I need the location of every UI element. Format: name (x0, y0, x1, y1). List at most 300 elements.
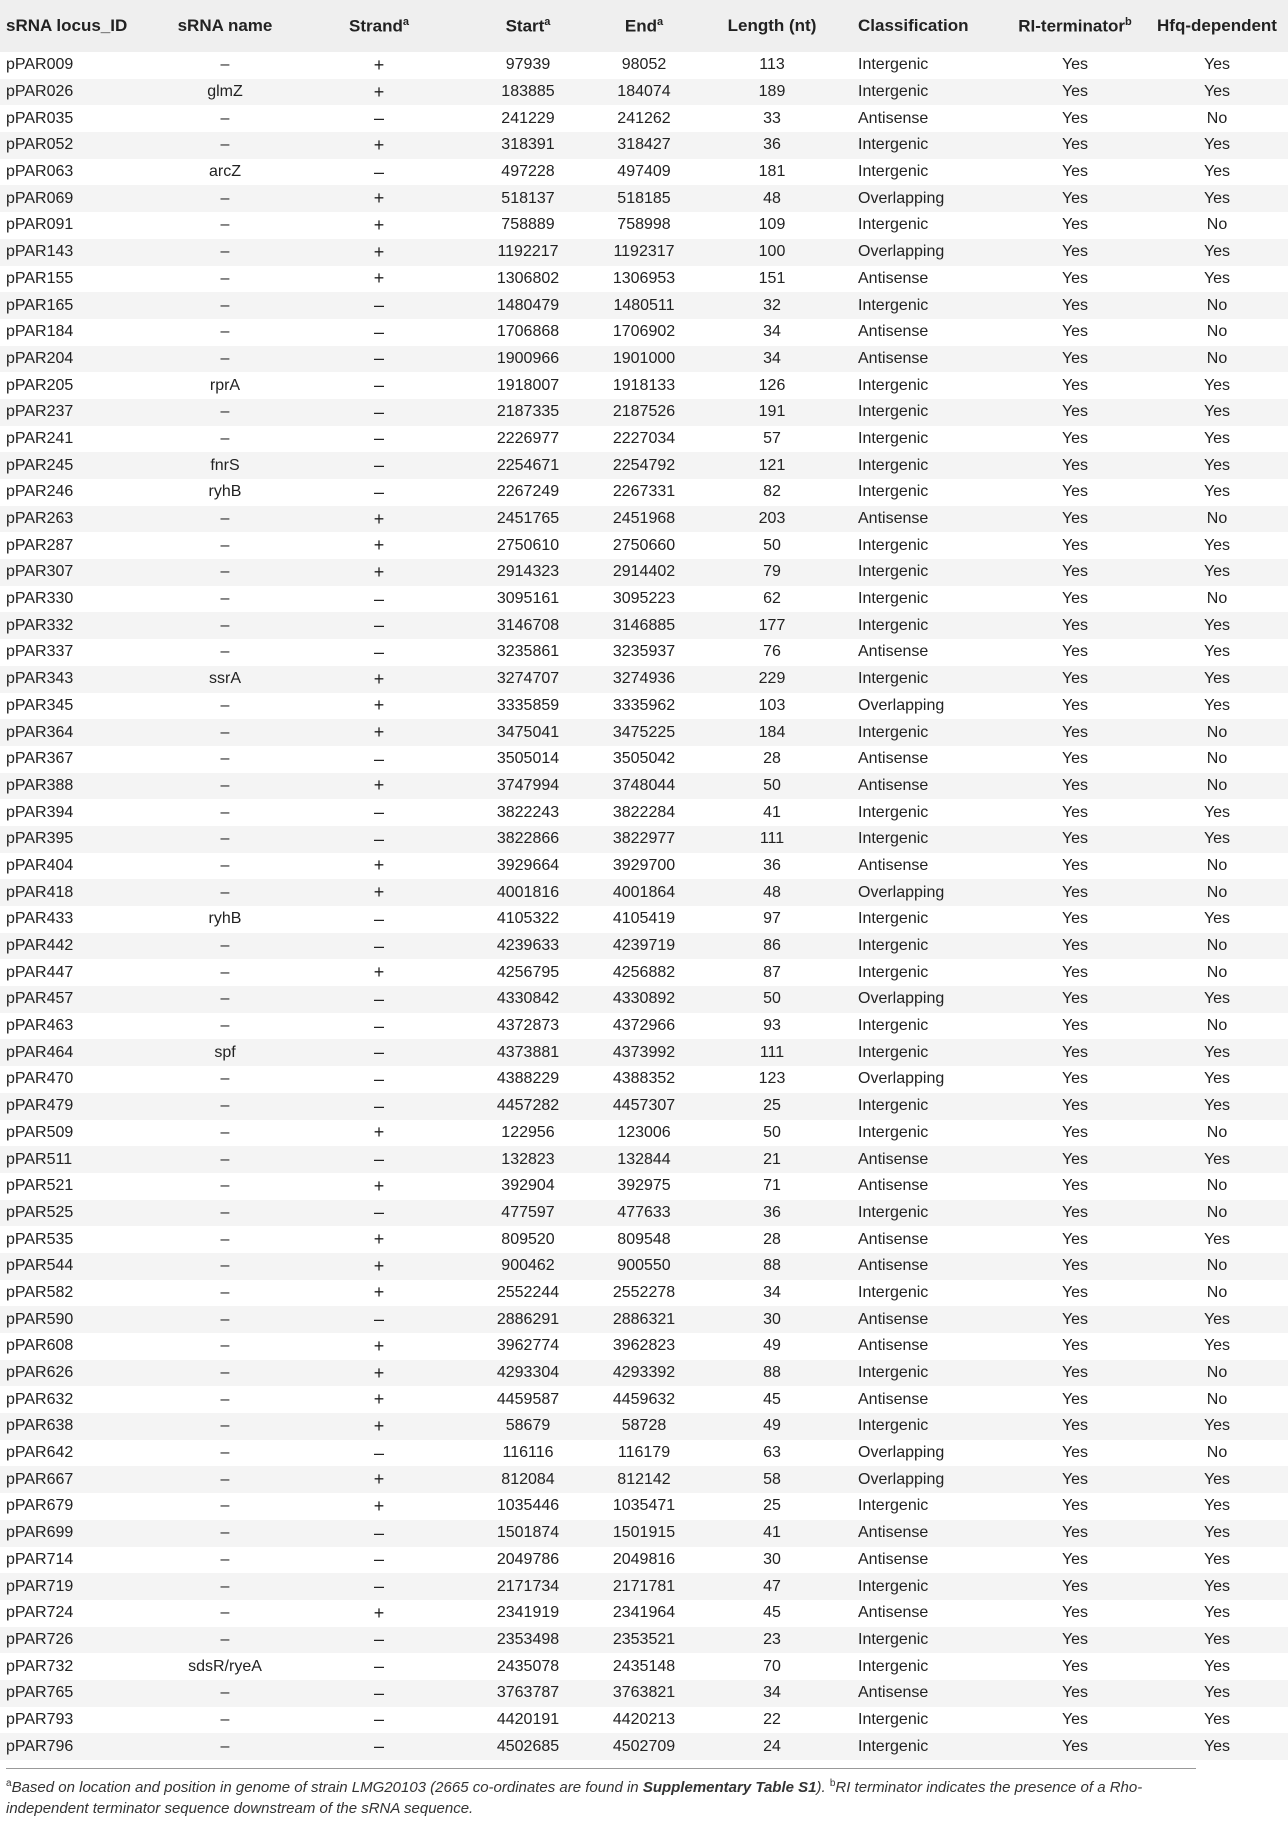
end-cell: 2750660 (612, 536, 676, 554)
length-cell: 50 (763, 536, 781, 554)
start-cell: 2341919 (496, 1604, 560, 1622)
start-cell: 3747994 (496, 776, 560, 794)
classification-cell: Intergenic (858, 136, 929, 154)
strand-cell: + (373, 1282, 385, 1303)
end-cell: 98052 (621, 56, 667, 74)
footnote-b-text: RI terminator indicates the presence of a Rho-independent terminator sequence downstream of the sRNA sequence. (6, 1779, 1143, 1817)
strand-cell: – (373, 428, 384, 449)
table-row (0, 1013, 1288, 1040)
start-cell: 758889 (501, 216, 555, 234)
strand-cell: – (373, 1149, 384, 1170)
length-cell: 189 (758, 83, 786, 101)
hfq-dependent-cell: Yes (1203, 1150, 1231, 1168)
hfq-dependent-cell: Yes (1203, 830, 1231, 848)
start-cell: 477597 (501, 1203, 555, 1221)
classification-cell: Intergenic (858, 830, 929, 848)
srna-name-cell: – (220, 1444, 230, 1462)
hfq-dependent-cell: Yes (1203, 1657, 1231, 1675)
classification-cell: Intergenic (858, 403, 929, 421)
locus-id-cell: pPAR793 (6, 1710, 74, 1728)
length-cell: 100 (758, 243, 786, 261)
length-cell: 97 (763, 910, 781, 928)
srna-name-cell: glmZ (207, 83, 243, 101)
start-cell: 3822866 (496, 830, 560, 848)
table-row (0, 773, 1288, 800)
end-cell: 4457307 (612, 1097, 676, 1115)
start-cell: 1035446 (496, 1497, 560, 1515)
start-cell: 4256795 (496, 963, 560, 981)
locus-id-cell: pPAR143 (6, 243, 74, 261)
hfq-dependent-cell: Yes (1203, 1497, 1231, 1515)
footnote-marker-a: a (656, 15, 664, 28)
strand-cell: + (373, 535, 385, 556)
srna-name-cell: – (220, 109, 230, 127)
classification-cell: Intergenic (858, 1657, 929, 1675)
start-cell: 812084 (501, 1470, 555, 1488)
hfq-dependent-cell: Yes (1203, 1417, 1231, 1435)
classification-cell: Intergenic (858, 1364, 929, 1382)
start-cell: 2267249 (496, 483, 560, 501)
table-row (0, 666, 1288, 693)
start-cell: 318391 (501, 136, 555, 154)
classification-cell: Antisense (858, 269, 929, 287)
ri-terminator-cell: Yes (1061, 1470, 1089, 1488)
locus-id-cell: pPAR205 (6, 376, 74, 394)
length-cell: 126 (758, 376, 786, 394)
srna-name-cell: – (220, 323, 230, 341)
locus-id-cell: pPAR544 (6, 1257, 74, 1275)
classification-cell: Antisense (858, 1684, 929, 1702)
classification-cell: Intergenic (858, 376, 929, 394)
hfq-dependent-cell: No (1206, 750, 1228, 768)
strand-cell: + (373, 508, 385, 529)
strand-cell: – (373, 615, 384, 636)
end-cell: 4388352 (612, 1070, 676, 1088)
length-cell: 50 (763, 990, 781, 1008)
start-cell: 3822243 (496, 803, 560, 821)
locus-id-cell: pPAR063 (6, 163, 74, 181)
locus-id-cell: pPAR246 (6, 483, 74, 501)
classification-cell: Intergenic (858, 83, 929, 101)
end-cell: 1901000 (612, 349, 676, 367)
hfq-dependent-cell: Yes (1203, 1737, 1231, 1755)
length-cell: 36 (763, 136, 781, 154)
ri-terminator-cell: Yes (1061, 56, 1089, 74)
srna-name-cell: ssrA (209, 670, 241, 688)
header-hfq-dependent: Hfq-dependent (1157, 16, 1277, 35)
end-cell: 1306953 (612, 269, 676, 287)
ri-terminator-cell: Yes (1061, 830, 1089, 848)
classification-cell: Antisense (858, 750, 929, 768)
length-cell: 76 (763, 643, 781, 661)
hfq-dependent-cell: No (1206, 590, 1228, 608)
strand-cell: – (373, 375, 384, 396)
classification-cell: Antisense (858, 1604, 929, 1622)
start-cell: 2914323 (496, 563, 560, 581)
hfq-dependent-cell: Yes (1203, 803, 1231, 821)
start-cell: 1918007 (496, 376, 560, 394)
strand-cell: + (373, 855, 385, 876)
srna-name-cell: – (220, 1417, 230, 1435)
start-cell: 1480479 (496, 296, 560, 314)
ri-terminator-cell: Yes (1061, 590, 1089, 608)
end-cell: 518185 (617, 189, 671, 207)
classification-cell: Intergenic (858, 963, 929, 981)
end-cell: 812142 (617, 1470, 671, 1488)
ri-terminator-cell: Yes (1061, 1257, 1089, 1275)
table-row (0, 639, 1288, 666)
length-cell: 41 (763, 1524, 781, 1542)
table-row (0, 719, 1288, 746)
table-row (0, 1466, 1288, 1493)
start-cell: 4502685 (496, 1737, 560, 1755)
strand-cell: – (373, 1709, 384, 1730)
end-cell: 477633 (617, 1203, 671, 1221)
classification-cell: Intergenic (858, 1203, 929, 1221)
start-cell: 2886291 (496, 1310, 560, 1328)
ri-terminator-cell: Yes (1061, 1017, 1089, 1035)
ri-terminator-cell: Yes (1061, 1070, 1089, 1088)
start-cell: 2435078 (496, 1657, 560, 1675)
table-row (0, 1440, 1288, 1467)
strand-cell: + (373, 695, 385, 716)
strand-cell: – (373, 988, 384, 1009)
table-row (0, 986, 1288, 1013)
ri-terminator-cell: Yes (1061, 1310, 1089, 1328)
start-cell: 1192217 (497, 243, 559, 261)
classification-cell: Antisense (858, 776, 929, 794)
srna-name-cell: – (220, 1337, 230, 1355)
strand-cell: – (373, 908, 384, 929)
srna-name-cell: – (220, 1150, 230, 1168)
srna-name-cell: – (220, 750, 230, 768)
srna-name-cell: sdsR/ryeA (188, 1657, 262, 1675)
table-row (0, 266, 1288, 293)
classification-cell: Intergenic (858, 163, 929, 181)
classification-cell: Overlapping (858, 1444, 945, 1462)
srna-name-cell: – (220, 1524, 230, 1542)
table-row (0, 1226, 1288, 1253)
classification-cell: Intergenic (858, 1043, 929, 1061)
locus-id-cell: pPAR009 (6, 56, 74, 74)
length-cell: 121 (758, 456, 786, 474)
ri-terminator-cell: Yes (1061, 483, 1089, 501)
strand-cell: – (373, 1682, 384, 1703)
strand-cell: – (373, 1522, 384, 1543)
hfq-dependent-cell: Yes (1203, 1070, 1231, 1088)
end-cell: 1192317 (613, 243, 675, 261)
start-cell: 3929664 (496, 856, 560, 874)
classification-cell: Overlapping (858, 883, 945, 901)
ri-terminator-cell: Yes (1061, 243, 1089, 261)
strand-cell: – (373, 748, 384, 769)
locus-id-cell: pPAR632 (6, 1390, 74, 1408)
strand-cell: + (373, 775, 385, 796)
locus-id-cell: pPAR237 (6, 403, 74, 421)
hfq-dependent-cell: Yes (1203, 456, 1231, 474)
table-row (0, 879, 1288, 906)
hfq-dependent-cell: Yes (1203, 910, 1231, 928)
hfq-dependent-cell: No (1206, 1390, 1228, 1408)
table-row (0, 1707, 1288, 1734)
ri-terminator-cell: Yes (1061, 803, 1089, 821)
strand-cell: – (373, 108, 384, 129)
hfq-dependent-cell: Yes (1203, 616, 1231, 634)
end-cell: 2435148 (612, 1657, 676, 1675)
hfq-dependent-cell: Yes (1203, 1710, 1231, 1728)
classification-cell: Intergenic (858, 1123, 929, 1141)
srna-name-cell: – (220, 1470, 230, 1488)
srna-name-cell: – (220, 243, 230, 261)
start-cell: 4372873 (496, 1017, 560, 1035)
end-cell: 2353521 (612, 1630, 676, 1648)
end-cell: 2187526 (612, 403, 676, 421)
start-cell: 3475041 (496, 723, 560, 741)
strand-cell: + (373, 214, 385, 235)
hfq-dependent-cell: Yes (1203, 670, 1231, 688)
locus-id-cell: pPAR069 (6, 189, 74, 207)
end-cell: 241262 (617, 109, 671, 127)
table-row (0, 105, 1288, 132)
end-cell: 3822977 (612, 830, 676, 848)
table-row (0, 1360, 1288, 1387)
hfq-dependent-cell: Yes (1203, 1043, 1231, 1061)
table-row (0, 52, 1288, 79)
end-cell: 4372966 (612, 1017, 676, 1035)
locus-id-cell: pPAR287 (6, 536, 74, 554)
table-row (0, 826, 1288, 853)
ri-terminator-cell: Yes (1061, 1097, 1089, 1115)
table-row (0, 1333, 1288, 1360)
header-row (0, 0, 1288, 52)
classification-cell: Intergenic (858, 216, 929, 234)
classification-cell: Intergenic (858, 456, 929, 474)
table-row (0, 372, 1288, 399)
ri-terminator-cell: Yes (1061, 323, 1089, 341)
locus-id-cell: pPAR052 (6, 136, 74, 154)
end-cell: 1918133 (612, 376, 676, 394)
hfq-dependent-cell: Yes (1203, 1097, 1231, 1115)
srna-name-cell: – (220, 1604, 230, 1622)
header-start: Start$^a$ (505, 15, 551, 36)
srna-name-cell: – (220, 536, 230, 554)
table-row (0, 1520, 1288, 1547)
hfq-dependent-cell: No (1206, 323, 1228, 341)
locus-id-cell: pPAR367 (6, 750, 74, 768)
table-row (0, 1306, 1288, 1333)
ri-terminator-cell: Yes (1061, 1524, 1089, 1542)
hfq-dependent-cell: No (1206, 1364, 1228, 1382)
table-row (0, 1627, 1288, 1654)
classification-cell: Overlapping (858, 1070, 945, 1088)
locus-id-cell: pPAR608 (6, 1337, 74, 1355)
ri-terminator-cell: Yes (1061, 216, 1089, 234)
strand-cell: – (373, 295, 384, 316)
srna-name-cell: – (220, 349, 230, 367)
table-row (0, 1573, 1288, 1600)
ri-terminator-cell: Yes (1061, 1684, 1089, 1702)
classification-cell: Antisense (858, 643, 929, 661)
strand-cell: + (373, 668, 385, 689)
start-cell: 2254671 (496, 456, 560, 474)
header-length: Length (nt) (727, 16, 817, 35)
length-cell: 177 (758, 616, 786, 634)
locus-id-cell: pPAR241 (6, 429, 74, 447)
length-cell: 88 (763, 1257, 781, 1275)
classification-cell: Intergenic (858, 616, 929, 634)
classification-cell: Antisense (858, 1150, 929, 1168)
length-cell: 22 (763, 1710, 781, 1728)
length-cell: 34 (763, 349, 781, 367)
end-cell: 1480511 (613, 296, 675, 314)
header-strand: Strand$^a$ (349, 15, 409, 36)
length-cell: 50 (763, 776, 781, 794)
hfq-dependent-cell: No (1206, 510, 1228, 528)
start-cell: 3146708 (496, 616, 560, 634)
classification-cell: Overlapping (858, 990, 945, 1008)
locus-id-cell: pPAR442 (6, 937, 74, 955)
locus-id-cell: pPAR457 (6, 990, 74, 1008)
srna-name-cell: – (220, 963, 230, 981)
ri-terminator-cell: Yes (1061, 990, 1089, 1008)
locus-id-cell: pPAR165 (6, 296, 74, 314)
ri-terminator-cell: Yes (1061, 349, 1089, 367)
length-cell: 111 (759, 830, 785, 848)
locus-id-cell: pPAR479 (6, 1097, 74, 1115)
length-cell: 79 (763, 563, 781, 581)
length-cell: 28 (763, 750, 781, 768)
footnote-a-text: Based on location and position in genome of strain LMG20103 (2665 co-ordinates are found in (11, 1779, 643, 1796)
srna-name-cell: – (220, 510, 230, 528)
end-cell: 809548 (617, 1230, 671, 1248)
end-cell: 1035471 (612, 1497, 676, 1515)
length-cell: 203 (758, 510, 786, 528)
srna-name-cell: – (220, 56, 230, 74)
srna-name-cell: – (220, 1577, 230, 1595)
table-row (0, 1200, 1288, 1227)
length-cell: 23 (763, 1630, 781, 1648)
length-cell: 30 (763, 1310, 781, 1328)
start-cell: 2750610 (496, 536, 560, 554)
start-cell: 4105322 (496, 910, 560, 928)
locus-id-cell: pPAR364 (6, 723, 74, 741)
ri-terminator-cell: Yes (1061, 1657, 1089, 1675)
strand-cell: + (373, 722, 385, 743)
table-row (0, 506, 1288, 533)
length-cell: 109 (758, 216, 786, 234)
table-row (0, 1653, 1288, 1680)
length-cell: 229 (758, 670, 786, 688)
end-cell: 116179 (617, 1444, 671, 1462)
classification-cell: Overlapping (858, 189, 945, 207)
locus-id-cell: pPAR388 (6, 776, 74, 794)
ri-terminator-cell: Yes (1061, 403, 1089, 421)
end-cell: 2267331 (612, 483, 676, 501)
ri-terminator-cell: Yes (1061, 1283, 1089, 1301)
classification-cell: Intergenic (858, 1417, 929, 1435)
strand-cell: – (373, 1442, 384, 1463)
header-classification: Classification (858, 16, 969, 35)
locus-id-cell: pPAR447 (6, 963, 74, 981)
strand-cell: – (373, 1549, 384, 1570)
hfq-dependent-cell: No (1206, 1123, 1228, 1141)
strand-cell: + (373, 1255, 385, 1276)
length-cell: 123 (758, 1070, 786, 1088)
end-cell: 3475225 (612, 723, 676, 741)
srna-name-cell: – (220, 1123, 230, 1141)
srna-name-cell: – (220, 776, 230, 794)
start-cell: 809520 (501, 1230, 555, 1248)
strand-cell: – (373, 1015, 384, 1036)
table-row (0, 399, 1288, 426)
table-row (0, 586, 1288, 613)
classification-cell: Intergenic (858, 1630, 929, 1648)
hfq-dependent-cell: Yes (1203, 56, 1231, 74)
locus-id-cell: pPAR724 (6, 1604, 74, 1622)
ri-terminator-cell: Yes (1061, 269, 1089, 287)
table-row (0, 239, 1288, 266)
hfq-dependent-cell: Yes (1203, 1337, 1231, 1355)
start-cell: 58679 (505, 1417, 551, 1435)
locus-id-cell: pPAR463 (6, 1017, 74, 1035)
table-row (0, 559, 1288, 586)
start-cell: 3095161 (496, 590, 560, 608)
ri-terminator-cell: Yes (1061, 109, 1089, 127)
footnote-marker-a: a (544, 15, 551, 28)
end-cell: 4001864 (612, 883, 676, 901)
length-cell: 103 (758, 696, 786, 714)
strand-cell: – (373, 1656, 384, 1677)
srna-name-cell: arcZ (209, 163, 241, 181)
srna-name-cell: – (220, 1390, 230, 1408)
end-cell: 3335962 (612, 696, 676, 714)
table-row (0, 1093, 1288, 1120)
srna-name-cell: – (220, 1257, 230, 1275)
length-cell: 151 (758, 269, 786, 287)
table-row (0, 1066, 1288, 1093)
table-row (0, 426, 1288, 453)
strand-cell: + (373, 268, 385, 289)
srna-name-cell: – (220, 1017, 230, 1035)
hfq-dependent-cell: Yes (1203, 1230, 1231, 1248)
srna-name-cell: – (220, 429, 230, 447)
length-cell: 33 (763, 109, 781, 127)
start-cell: 3274707 (496, 670, 560, 688)
srna-name-cell: – (220, 403, 230, 421)
end-cell: 4373992 (612, 1043, 676, 1061)
srna-name-cell: – (220, 856, 230, 874)
hfq-dependent-cell: Yes (1203, 1577, 1231, 1595)
footnote-marker-a: a (402, 15, 409, 28)
strand-cell: – (373, 321, 384, 342)
table-row (0, 1039, 1288, 1066)
length-cell: 113 (759, 56, 785, 74)
srna-name-cell: – (220, 1203, 230, 1221)
classification-cell: Intergenic (858, 1577, 929, 1595)
classification-cell: Intergenic (858, 1017, 929, 1035)
classification-cell: Overlapping (858, 696, 945, 714)
classification-cell: Intergenic (858, 536, 929, 554)
srna-name-cell: ryhB (208, 910, 242, 928)
table-row (0, 1493, 1288, 1520)
table-row (0, 212, 1288, 239)
start-cell: 4293304 (496, 1364, 560, 1382)
length-cell: 36 (763, 856, 781, 874)
srna-name-cell: – (220, 590, 230, 608)
hfq-dependent-cell: Yes (1203, 269, 1231, 287)
start-cell: 497228 (501, 163, 555, 181)
supplementary-table-link[interactable]: Supplementary Table S1 (642, 1779, 817, 1796)
